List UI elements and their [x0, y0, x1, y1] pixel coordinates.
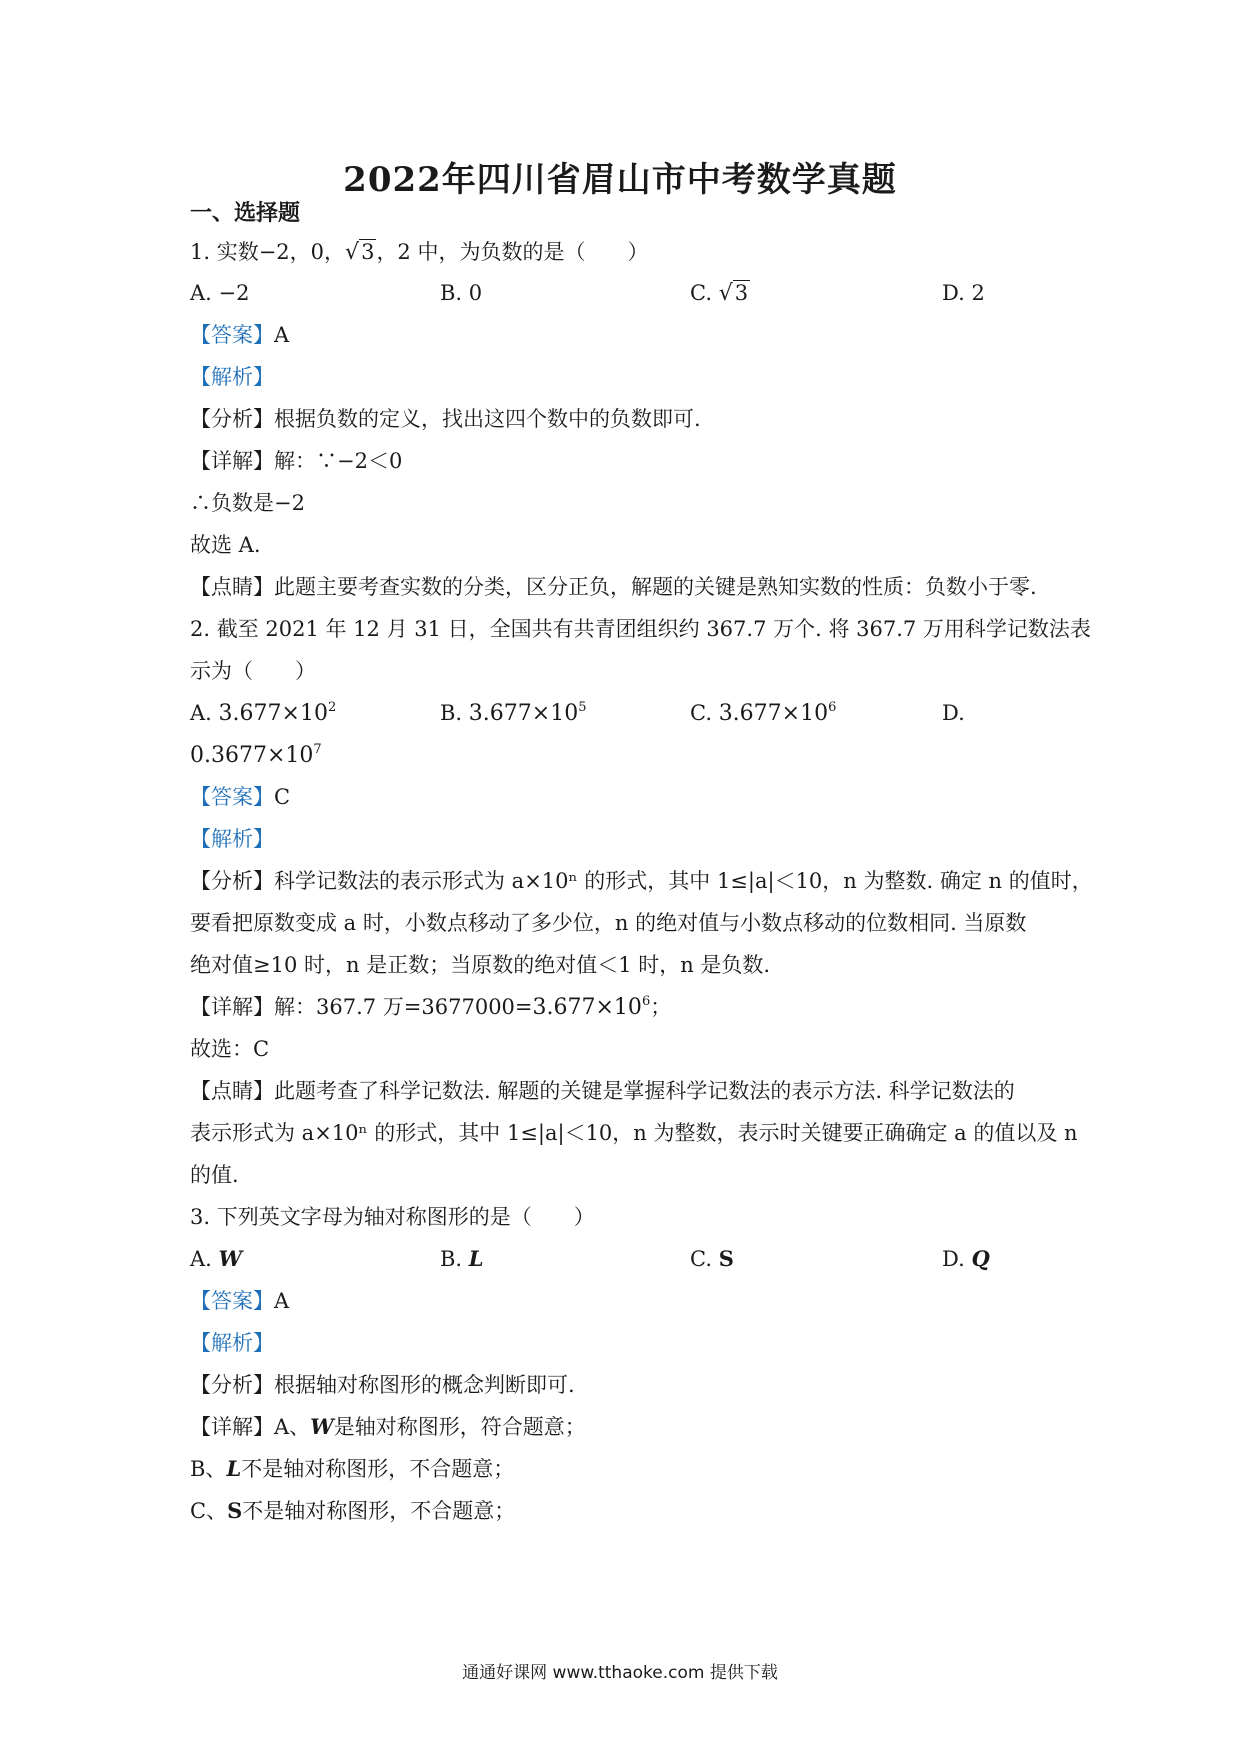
q2-fenxi-text1: 科学记数法的表示形式为 a×10ⁿ 的形式，其中 1≤|a|＜10，n 为整数. 确定 n 的值时， [274, 869, 1093, 893]
q3-line-b-text: 不是轴对称图形，不合题意； [241, 1457, 515, 1481]
q1-xiangjie-text: 解：∵−2＜0 [274, 449, 403, 473]
q2-dianjing-line3: 的值. [190, 1163, 239, 1187]
q1-choice: 故选 A. [190, 533, 261, 557]
q2-xiangjie-text: 解：367.7 万=3677000= [274, 995, 533, 1019]
q2-xiangjie-end: ； [650, 995, 672, 1019]
q1-stem-part-a: 1. 实数−2，0， [190, 240, 346, 264]
q2-dianjing-text1: 此题考查了科学记数法. 解题的关键是掌握科学记数法的表示方法. 科学记数法的 [274, 1079, 1015, 1103]
q3-option-b-label: B. [440, 1247, 463, 1271]
q3-fenxi [190, 1370, 575, 1400]
q3-option-a-label: A. [190, 1247, 212, 1271]
q1-option-b: B. 0 [440, 281, 483, 305]
q2-option-d [190, 740, 322, 774]
q2-choice: 故选：C [190, 1037, 270, 1061]
q2-fenxi-line1 [190, 866, 1093, 896]
q2-analysis-tag: 【解析】 [190, 827, 274, 851]
q1-option-c-label: C. [690, 281, 712, 305]
q2-option-b-exp: 5 [578, 700, 587, 715]
q3-answer-value: A [274, 1289, 290, 1313]
q3-option-a [190, 1244, 242, 1274]
section-heading: 一、选择题 [190, 200, 301, 226]
fenxi-tag: 【分析】 [190, 869, 274, 893]
q2-option-b [440, 698, 587, 732]
q3-option-c-value: S [718, 1246, 734, 1271]
sqrt-icon: √ [345, 240, 360, 265]
q1-option-d: D. 2 [942, 281, 985, 305]
q2-fenxi-line3: 绝对值≥10 时，n 是正数；当原数的绝对值＜1 时，n 是负数. [190, 953, 771, 977]
q3-xiangjie [190, 1412, 586, 1442]
q1-conclusion: ∴负数是−2 [190, 491, 305, 515]
q1-dianjing-text: 此题主要考查实数的分类，区分正负，解题的关键是熟知实数的性质：负数小于零. [274, 575, 1037, 599]
q2-option-d-exp: 7 [313, 742, 322, 757]
q3-line-b-letter: L [226, 1456, 242, 1481]
q2-option-c-label: C. [690, 701, 712, 725]
q2-option-b-label: B. [440, 701, 463, 725]
q3-option-d-label: D. [942, 1247, 965, 1271]
sqrt-icon: √ [718, 281, 733, 306]
q3-option-d-value: Q [971, 1246, 990, 1271]
q2-option-a-label: A. [190, 701, 212, 725]
q2-xiangjie-base: 3.677×10 [532, 995, 642, 1020]
q2-option-d-label: D. [942, 701, 965, 725]
q1-stem [190, 237, 648, 268]
q3-line-c-text: 不是轴对称图形，不合题意； [242, 1499, 516, 1523]
answer-tag: 【答案】 [190, 785, 274, 809]
q2-option-c-base: 3.677×10 [718, 701, 829, 726]
q3-xiangjie-text: 是轴对称图形，符合题意； [333, 1415, 586, 1439]
q2-stem-line1: 2. 截至 2021 年 12 月 31 日，全国共有共青团组织约 367.7 万个. 将 367.7 万用科学记数法表 [190, 617, 1091, 641]
q1-fenxi [190, 404, 701, 434]
q3-option-b-value: L [468, 1246, 484, 1271]
q2-option-c-exp: 6 [828, 700, 837, 715]
page-footer: 通通好课网 www.tthaoke.com 提供下载 [462, 1663, 778, 1683]
dianjing-tag: 【点睛】 [190, 1079, 274, 1103]
q1-option-c-value: 3 [734, 281, 749, 305]
page-title: 2022年四川省眉山市中考数学真题 [343, 160, 897, 200]
q2-dianjing-line2: 表示形式为 a×10ⁿ 的形式，其中 1≤|a|＜10，n 为整数，表示时关键要正确确定 a 的值以及 n [190, 1121, 1078, 1145]
answer-tag: 【答案】 [190, 323, 274, 347]
xiangjie-tag: 【详解】 [190, 1415, 274, 1439]
q3-xiangjie-letter: W [310, 1414, 334, 1439]
q2-stem-line2: 示为（ ） [190, 659, 316, 683]
q3-fenxi-text: 根据轴对称图形的概念判断即可. [274, 1373, 575, 1397]
q2-option-a-base: 3.677×10 [218, 701, 328, 726]
q3-xiangjie-prefix: A、 [274, 1415, 311, 1439]
q2-answer [190, 782, 290, 812]
q1-xiangjie [190, 446, 402, 476]
q1-answer [190, 320, 289, 350]
answer-tag: 【答案】 [190, 1289, 274, 1313]
q3-line-b-prefix: B、 [190, 1457, 227, 1481]
q1-answer-value: A [274, 323, 290, 347]
q2-option-a [190, 698, 336, 732]
q2-fenxi-line2: 要看把原数变成 a 时，小数点移动了多少位，n 的绝对值与小数点移动的位数相同. 当原数 [190, 911, 1027, 935]
q1-dianjing [190, 572, 1037, 602]
q2-option-a-exp: 2 [327, 700, 337, 715]
q1-sqrt-value: 3 [361, 240, 375, 264]
q2-xiangjie-exp: 6 [641, 994, 651, 1009]
q3-answer [190, 1286, 289, 1316]
q1-fenxi-text: 根据负数的定义，找出这四个数中的负数即可. [274, 407, 701, 431]
q1-option-a: A. −2 [190, 281, 250, 305]
fenxi-tag: 【分析】 [190, 1373, 274, 1397]
q2-option-d-base: 0.3677×10 [190, 743, 314, 768]
q3-option-c [690, 1244, 734, 1274]
q3-line-b [190, 1454, 514, 1484]
q1-stem-part-b: ，2 中，为负数的是（ ） [376, 240, 649, 264]
q3-analysis-tag: 【解析】 [190, 1331, 274, 1355]
q2-xiangjie [190, 992, 671, 1026]
xiangjie-tag: 【详解】 [190, 995, 274, 1019]
q1-analysis-tag: 【解析】 [190, 365, 274, 389]
q2-option-b-base: 3.677×10 [468, 701, 579, 726]
xiangjie-tag: 【详解】 [190, 449, 274, 473]
q3-option-d [942, 1244, 990, 1274]
q3-line-c-letter: S [227, 1498, 243, 1523]
dianjing-tag: 【点睛】 [190, 575, 274, 599]
q3-line-c-prefix: C、 [190, 1499, 228, 1523]
q3-option-a-value: W [218, 1246, 243, 1271]
q3-stem: 3. 下列英文字母为轴对称图形的是（ ） [190, 1205, 595, 1229]
q2-dianjing-line1 [190, 1076, 1015, 1106]
fenxi-tag: 【分析】 [190, 407, 274, 431]
q2-option-c [690, 698, 836, 732]
q3-line-c [190, 1496, 515, 1526]
q1-option-c [690, 278, 750, 309]
q2-answer-value: C [274, 785, 291, 809]
q3-option-c-label: C. [690, 1247, 712, 1271]
q3-option-b [440, 1244, 484, 1274]
